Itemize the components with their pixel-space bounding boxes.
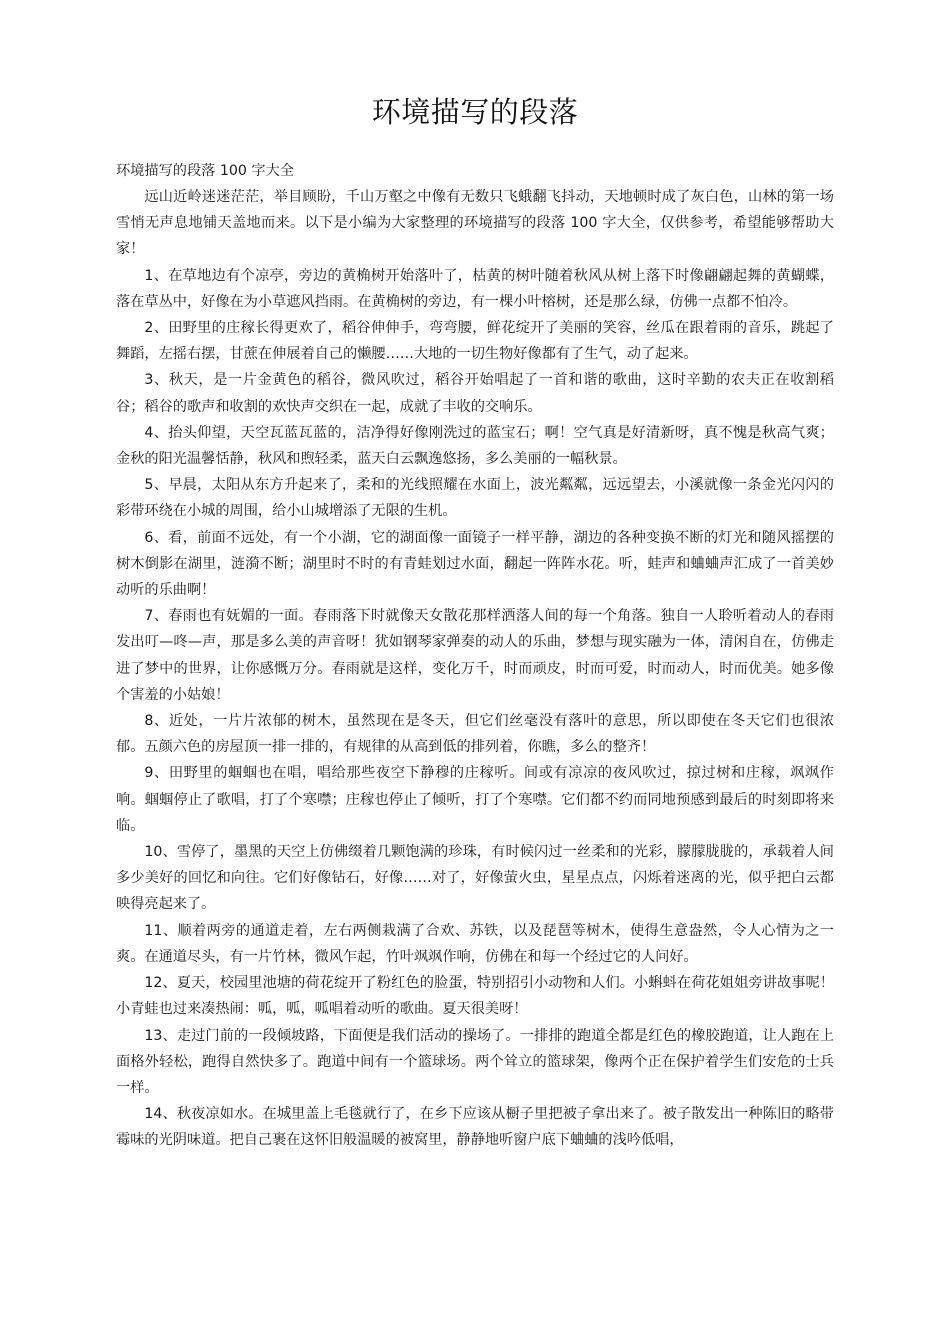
paragraph-1: 1、在草地边有个凉亭，旁边的黄桷树开始落叶了，枯黄的树叶随着秋风从树上落下时像翩翩起舞的黄蝴蝶，落在草丛中，好像在为小草遮风挡雨。在黄桷树的旁边，有一棵小叶榕树，还是那么绿，仿佛一点都不怕冷。 bbox=[116, 267, 834, 310]
paragraph-12: 12、夏天，校园里池塘的荷花绽开了粉红色的脸蛋，特别招引小动物和人们。小蝌蚪在荷花姐姐旁讲故事呢！小青蛙也过来凑热闹：呱，呱，呱唱着动听的歌曲。夏天很美呀！ bbox=[116, 975, 834, 1018]
paragraph-7: 7、春雨也有妩媚的一面。春雨落下时就像天女散花那样洒落人间的每一个角落。独自一人聆听着动人的春雨发出叮—咚—声，那是多么美的声音呀！犹如钢琴家弹奏的动人的乐曲，梦想与现实融为一体，清闲自在，仿佛走进了梦中的世界，让你感慨万分。春雨就是这样，变化万千，时而顽皮，时而可爱，时而动人，时而优美。她多像个害羞的小姑娘！ bbox=[116, 608, 834, 703]
paragraph-4: 4、抬头仰望，天空瓦蓝瓦蓝的，洁净得好像刚洗过的蓝宝石；啊！空气真是好清新呀，真不愧是秋高气爽；金秋的阳光温馨恬静，秋风和煦轻柔，蓝天白云飘逸悠扬，多么美丽的一幅秋景。 bbox=[116, 424, 834, 468]
paragraph-3: 3、秋天，是一片金黄色的稻谷，微风吹过，稻谷开始唱起了一首和谐的歌曲，这时辛勤的农夫正在收割稻谷；稻谷的歌声和收割的欢快声交织在一起，成就了丰收的交响乐。 bbox=[116, 372, 834, 415]
document-page bbox=[116, 0, 834, 1154]
document-subtitle: 环境描写的段落 100 字大全 bbox=[116, 163, 294, 179]
paragraph-5: 5、早晨，太阳从东方升起来了，柔和的光线照耀在水面上，波光粼粼，远远望去，小溪就像一条金光闪闪的彩带环绕在小城的周围，给小山城增添了无限的生机。 bbox=[116, 477, 834, 520]
paragraph-13: 13、走过门前的一段倾坡路，下面便是我们活动的操场了。一排排的跑道全都是红色的橡胶跑道，让人跑在上面格外轻松，跑得自然快多了。跑道中间有一个篮球场。两个耸立的篮球架，像两个正在保护着学生们安危的士兵一样。 bbox=[116, 1027, 834, 1096]
paragraph-9: 9、田野里的蝈蝈也在唱，唱给那些夜空下静穆的庄稼听。间或有凉凉的夜风吹过，掠过树和庄稼，飒飒作响。蝈蝈停止了歌唱，打了个寒噤；庄稼也停止了倾听，打了个寒噤。它们都不约而同地预感到最后的时刻即将来临。 bbox=[116, 765, 834, 834]
paragraph-8: 8、近处，一片片浓郁的树木，虽然现在是冬天，但它们丝毫没有落叶的意思，所以即使在冬天它们也很浓郁。五颜六色的房屋顶一排一排的，有规律的从高到低的排列着，你瞧，多么的整齐！ bbox=[116, 713, 834, 756]
paragraph-10: 10、雪停了，墨黑的天空上仿佛缀着几颗饱满的珍珠，有时候闪过一丝柔和的光彩，朦朦胧胧的，承载着人间多少美好的回忆和向往。它们好像钻石，好像……对了，好像萤火虫，星星点点，闪烁着迷离的光，似乎把白云都映得亮起来了。 bbox=[116, 844, 834, 913]
paragraph-11: 11、顺着两旁的通道走着，左右两侧栽满了合欢、苏铁，以及琵琶等树木，使得生意盎然，令人心情为之一爽。在通道尽头，有一片竹林，微风乍起，竹叶飒飒作响，仿佛在和每一个经过它的人问好。 bbox=[116, 922, 834, 965]
paragraph-14: 14、秋夜凉如水。在城里盖上毛毯就行了，在乡下应该从橱子里把被子拿出来了。被子散发出一种陈旧的略带霉味的光阴味道。把自己裹在这怀旧般温暖的被窝里，静静地听窗户底下蛐蛐的浅吟低唱， bbox=[116, 1106, 834, 1149]
document-title: 环境描写的段落 bbox=[371, 95, 579, 129]
paragraph-intro: 远山近岭迷迷茫茫，举目顾盼，千山万壑之中像有无数只飞蛾翻飞抖动，天地顿时成了灰白色，山林的第一场雪悄无声息地铺天盖地而来。以下是小编为大家整理的环境描写的段落 100 字大全，仅供参考，希望能够帮助大家！ bbox=[116, 189, 834, 258]
paragraph-2: 2、田野里的庄稼长得更欢了，稻谷伸伸手，弯弯腰，鲜花绽开了美丽的笑容，丝瓜在跟着雨的音乐，跳起了舞蹈，左摇右摆，甘蔗在伸展着自己的懒腰……大地的一切生物好像都有了生气，动了起来。 bbox=[116, 320, 834, 363]
paragraph-6: 6、看，前面不远处，有一个小湖，它的湖面像一面镜子一样平静，湖边的各种变换不断的灯光和随风摇摆的树木倒影在湖里，涟漪不断；湖里时不时的有青蛙划过水面，翻起一阵阵水花。听，蛙声和蛐蛐声汇成了一首美妙动听的乐曲啊！ bbox=[116, 529, 834, 599]
